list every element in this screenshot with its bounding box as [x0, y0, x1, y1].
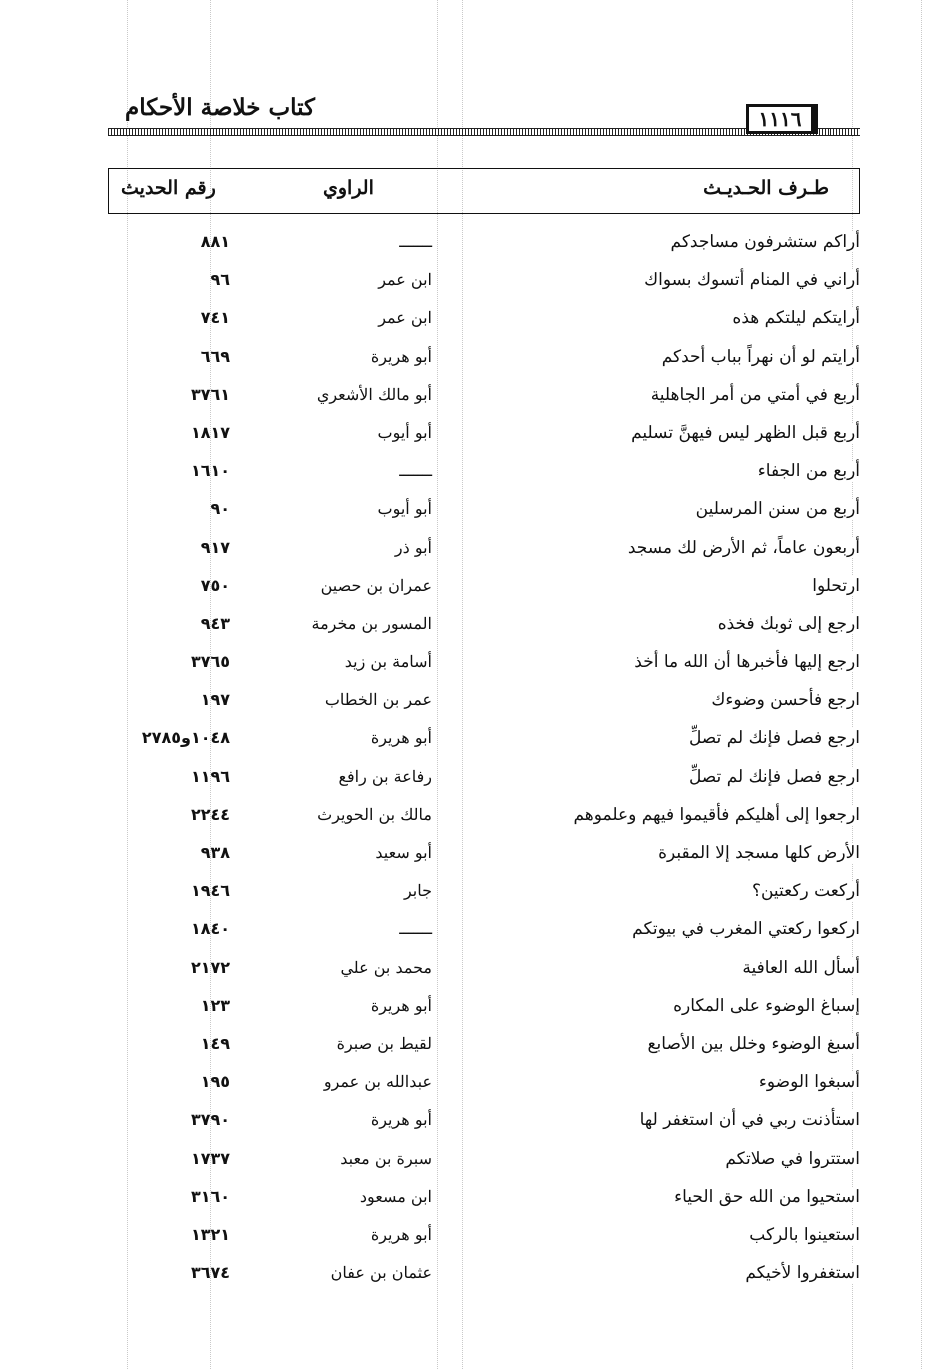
table-row — [108, 417, 860, 455]
narrator-text: أسامة بن زيد — [344, 652, 432, 672]
hadith-text: ارجع فأحسن وضوءك — [711, 690, 860, 711]
narrator-text: عثمان بن عفان — [330, 1263, 432, 1283]
table-row — [108, 302, 860, 340]
table-row — [108, 455, 860, 493]
page-header — [108, 88, 860, 138]
hadith-cell — [460, 958, 860, 978]
narrator-cell — [256, 728, 432, 747]
narrator-text: عمران بن حصين — [320, 575, 432, 595]
hadith-text: اركعوا ركعتي المغرب في بيوتكم — [632, 919, 860, 940]
narrator-text: أبو هريرة — [370, 346, 432, 366]
hadith-cell — [460, 1149, 860, 1169]
hadith-text: ارجع إليها فأخبرها أن الله ما أخذ — [634, 652, 860, 673]
hadith-text: استغفروا لأخيكم — [745, 1263, 860, 1284]
hadith-text: ارتحلوا — [812, 575, 860, 596]
table-row — [108, 379, 860, 417]
hadith-text: أربع من سنن المرسلين — [695, 499, 860, 520]
narrator-text: أبو هريرة — [370, 728, 432, 748]
narrator-cell — [256, 919, 432, 938]
hadith-number: ١٩٥ — [200, 1072, 230, 1092]
hadith-text: ارجعوا إلى أهليكم فأقيموا فيهم وعلموهم — [573, 804, 860, 825]
narrator-cell — [256, 767, 432, 786]
margin-guide — [921, 0, 922, 1369]
narrator-text: مالك بن الحويرث — [317, 804, 432, 824]
hadith-number: ١٠٤٨و٢٧٨٥ — [141, 728, 230, 748]
column-number: رقم الحديث — [121, 177, 216, 199]
hadith-number: ٩٠ — [210, 499, 230, 519]
hadith-cell — [460, 1110, 860, 1130]
narrator-cell — [256, 843, 432, 862]
narrator-cell — [256, 1149, 432, 1168]
hadith-cell — [460, 1034, 860, 1054]
hadith-cell — [460, 767, 860, 787]
hadith-number: ١٢٣ — [200, 995, 230, 1015]
narrator-text: أبو أيوب — [377, 422, 432, 442]
hadith-number: ٣١٦٠ — [190, 1186, 230, 1206]
narrator-text: سبرة بن معبد — [340, 1148, 432, 1168]
narrator-text: أبو هريرة — [370, 995, 432, 1015]
table-row — [108, 875, 860, 913]
narrator-cell — [256, 652, 432, 671]
table-row — [108, 990, 860, 1028]
hadith-text: أراني في المنام أتسوك بسواك — [644, 270, 860, 291]
table-row — [108, 570, 860, 608]
hadith-number: ٦٦٩ — [200, 346, 230, 366]
hadith-cell — [460, 576, 860, 596]
narrator-text: لقيط بن صبرة — [336, 1033, 432, 1053]
hadith-cell — [460, 614, 860, 634]
narrator-cell — [256, 576, 432, 595]
hadith-number: ١٩٧ — [200, 690, 230, 710]
hadith-text: استتروا في صلاتكم — [725, 1148, 860, 1169]
table-row — [108, 608, 860, 646]
hadith-number: ٣٧٩٠ — [190, 1110, 230, 1130]
table-row — [108, 761, 860, 799]
hadith-text: ارجع فصل فإنك لم تصلِّ — [688, 766, 860, 787]
narrator-cell — [256, 1034, 432, 1053]
hadith-number: ١٣٢١ — [190, 1224, 230, 1244]
table-row — [108, 1066, 860, 1104]
narrator-text: أبو هريرة — [370, 1110, 432, 1130]
narrator-cell — [256, 1072, 432, 1091]
narrator-text: أبو أيوب — [377, 499, 432, 519]
hadith-cell — [460, 232, 860, 252]
hadith-cell — [460, 308, 860, 328]
hadith-number: ١٨٤٠ — [190, 919, 230, 939]
hadith-number: ٢١٧٢ — [190, 957, 230, 977]
hadith-text: أربع في أمتي من أمر الجاهلية — [650, 384, 860, 405]
table-row — [108, 837, 860, 875]
index-table — [108, 226, 860, 1295]
narrator-cell — [256, 308, 432, 327]
hadith-text: أركعت ركعتين؟ — [751, 881, 860, 902]
hadith-cell — [460, 1072, 860, 1092]
narrator-text: رفاعة بن رافع — [338, 766, 432, 786]
narrator-cell — [256, 538, 432, 557]
hadith-text: استأذنت ربي في أن استغفر لها — [639, 1110, 860, 1131]
column-narrator: الراوي — [323, 177, 374, 199]
narrator-cell — [256, 881, 432, 900]
hadith-number: ٩١٧ — [200, 537, 230, 557]
table-row — [108, 1219, 860, 1257]
narrator-cell — [256, 385, 432, 404]
narrator-cell — [256, 614, 432, 633]
hadith-number: ٣٦٧٤ — [190, 1263, 230, 1283]
narrator-text: ابن مسعود — [359, 1186, 432, 1206]
hadith-number: ٣٧٦٥ — [190, 652, 230, 672]
hadith-cell — [460, 385, 860, 405]
narrator-cell — [256, 1263, 432, 1282]
table-row — [108, 226, 860, 264]
book-title: كتاب خلاصة الأحكام — [124, 94, 315, 121]
narrator-text: جابر — [403, 881, 432, 901]
hadith-cell — [460, 805, 860, 825]
narrator-text: ـــــــ — [399, 232, 432, 251]
hadith-cell — [460, 538, 860, 558]
narrator-text: ـــــــ — [399, 461, 432, 481]
hadith-text: استعينوا بالركب — [749, 1224, 860, 1245]
hadith-number: ١٦١٠ — [190, 461, 230, 481]
narrator-cell — [256, 1110, 432, 1129]
hadith-text: أربع من الجفاء — [757, 461, 860, 482]
hadith-number: ٢٢٤٤ — [190, 804, 230, 824]
narrator-cell — [256, 996, 432, 1015]
narrator-text: أبو ذر — [394, 537, 432, 557]
hadith-text: أسبغوا الوضوء — [758, 1072, 860, 1093]
hadith-cell — [460, 843, 860, 863]
narrator-text: ابن عمر — [378, 270, 432, 290]
hadith-number: ١٩٤٦ — [190, 881, 230, 901]
book-page — [108, 88, 860, 1288]
narrator-cell — [256, 690, 432, 709]
hadith-number: ٧٥٠ — [200, 575, 230, 595]
table-row — [108, 493, 860, 531]
table-row — [108, 952, 860, 990]
hadith-text: ارجع فصل فإنك لم تصلِّ — [688, 728, 860, 749]
hadith-cell — [460, 881, 860, 901]
hadith-cell — [460, 461, 860, 481]
table-row — [108, 684, 860, 722]
hadith-cell — [460, 728, 860, 748]
table-row — [108, 646, 860, 684]
hadith-text: ارجع إلى ثوبك فخذه — [717, 613, 860, 634]
narrator-text: عبدالله بن عمرو — [323, 1072, 432, 1092]
hadith-cell — [460, 652, 860, 672]
table-row — [108, 532, 860, 570]
hadith-cell — [460, 690, 860, 710]
table-row — [108, 799, 860, 837]
hadith-cell — [460, 1225, 860, 1245]
hadith-text: استحيوا من الله حق الحياء — [674, 1186, 860, 1207]
hadith-cell — [460, 1187, 860, 1207]
hadith-text: أسأل الله العافية — [742, 957, 860, 978]
hadith-text: أسبغ الوضوء وخلل بين الأصابع — [647, 1033, 860, 1054]
narrator-cell — [256, 805, 432, 824]
hadith-cell — [460, 919, 860, 939]
hadith-text: إسباغ الوضوء على المكاره — [673, 995, 860, 1016]
hadith-cell — [460, 1263, 860, 1283]
hadith-text: أرايتم لو أن نهراً بباب أحدكم — [661, 346, 860, 367]
hadith-number: ٨٨١ — [200, 232, 230, 251]
column-header — [108, 168, 860, 214]
narrator-text: محمد بن علي — [340, 957, 432, 977]
hadith-number: ١٤٩ — [200, 1033, 230, 1053]
hadith-text: الأرض كلها مسجد إلا المقبرة — [658, 843, 860, 863]
narrator-cell — [256, 270, 432, 289]
page-number: ١١١٦ — [746, 104, 818, 134]
table-row — [108, 1143, 860, 1181]
hadith-cell — [460, 996, 860, 1016]
narrator-text: عمر بن الخطاب — [324, 690, 432, 710]
hadith-text: أربعون عاماً، ثم الأرض لك مسجد — [627, 537, 860, 558]
narrator-cell — [256, 423, 432, 442]
hadith-cell — [460, 270, 860, 290]
table-row — [108, 1028, 860, 1066]
narrator-cell — [256, 1225, 432, 1244]
hadith-number: ٩٤٣ — [200, 613, 230, 633]
column-hadith: طـرف الحـديـث — [703, 177, 829, 199]
narrator-text: أبو سعيد — [375, 843, 432, 862]
hadith-number: ١٨١٧ — [190, 422, 230, 442]
table-row — [108, 1181, 860, 1219]
narrator-text: ـــــــ — [399, 919, 432, 939]
narrator-text: أبو هريرة — [370, 1224, 432, 1244]
hadith-number: ٣٧٦١ — [190, 384, 230, 404]
narrator-cell — [256, 499, 432, 518]
table-row — [108, 913, 860, 951]
table-row — [108, 722, 860, 760]
hadith-text: أرايتكم ليلتكم هذه — [732, 308, 860, 329]
hadith-cell — [460, 347, 860, 367]
hadith-number: ٩٦ — [210, 270, 230, 290]
narrator-cell — [256, 232, 432, 251]
header-rule-end — [830, 128, 860, 136]
narrator-text: ابن عمر — [378, 308, 432, 328]
hadith-text: أربع قبل الظهر ليس فيهنَّ تسليم — [631, 422, 860, 443]
narrator-cell — [256, 461, 432, 480]
table-row — [108, 341, 860, 379]
narrator-cell — [256, 347, 432, 366]
hadith-cell — [460, 423, 860, 443]
narrator-text: أبو مالك الأشعري — [316, 384, 432, 404]
hadith-number: ١١٩٦ — [190, 766, 230, 786]
hadith-number: ٩٣٨ — [200, 843, 230, 862]
narrator-cell — [256, 1187, 432, 1206]
table-row — [108, 264, 860, 302]
hadith-text: أراكم ستشرفون مساجدكم — [670, 232, 860, 252]
hadith-number: ٧٤١ — [200, 308, 230, 328]
narrator-text: المسور بن مخرمة — [311, 613, 432, 633]
hadith-number: ١٧٣٧ — [190, 1148, 230, 1168]
table-row — [108, 1104, 860, 1142]
hadith-cell — [460, 499, 860, 519]
table-row — [108, 1257, 860, 1295]
narrator-cell — [256, 958, 432, 977]
